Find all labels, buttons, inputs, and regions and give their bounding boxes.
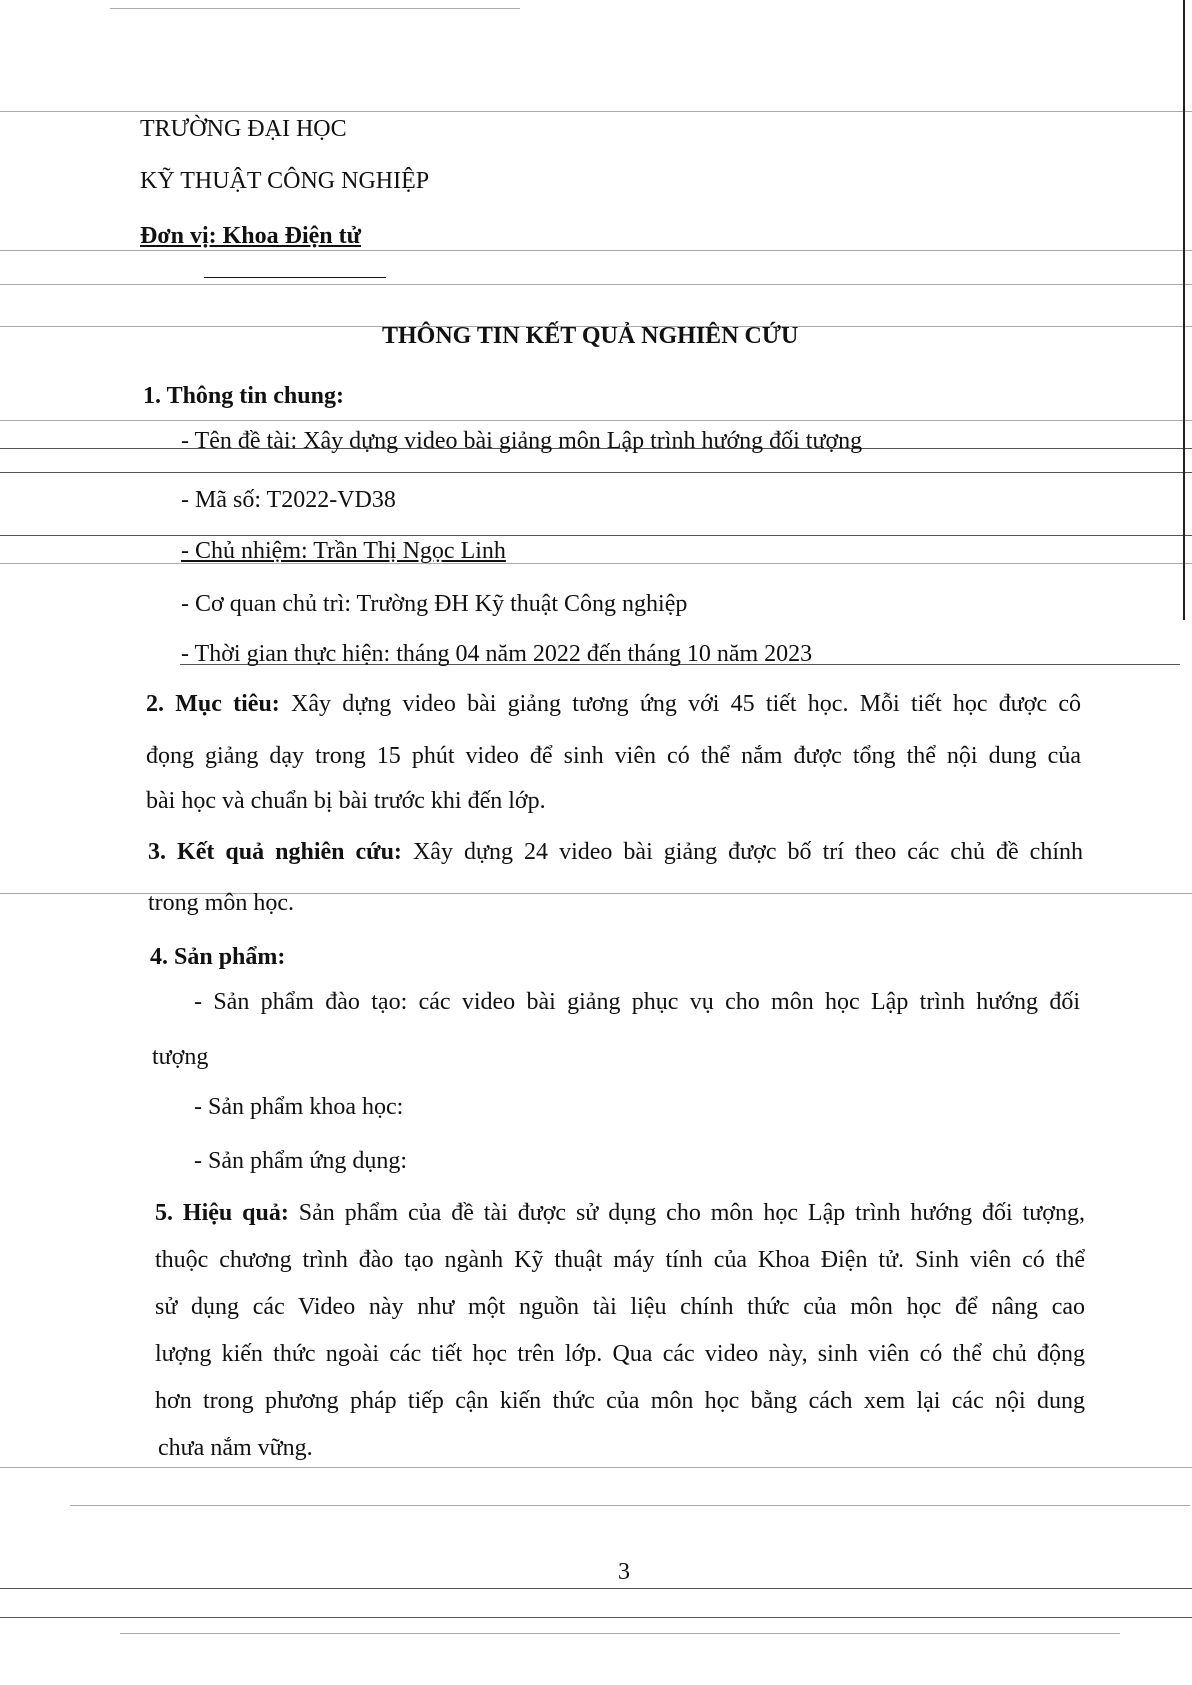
scan-line [0, 472, 1192, 473]
result-line [148, 838, 1083, 866]
effect-line: lượng kiến thức ngoài các tiết học trên lớp. Qua các video này, sinh viên có thể chủ động [155, 1341, 1085, 1367]
scan-line [120, 1633, 1120, 1634]
info-item-host: - Cơ quan chủ trì: Trường ĐH Kỹ thuật Công nghiệp [181, 591, 688, 617]
paragraph-text: Xây dựng video bài giảng tương ứng với 45 tiết học. Mỗi tiết học được cô [279, 691, 1081, 717]
scan-line [0, 535, 1192, 536]
paragraph-text: Xây dựng 24 video bài giảng được bố trí theo các chủ đề chính [401, 839, 1083, 865]
school-name-line2: KỸ THUẬT CÔNG NGHIỆP [140, 168, 430, 194]
scan-line [0, 1588, 1192, 1589]
scan-line [0, 1467, 1192, 1468]
effect-line: thuộc chương trình đào tạo ngành Kỹ thuật máy tính của Khoa Điện tử. Sinh viên có thể [155, 1247, 1085, 1273]
scan-line [0, 250, 1192, 251]
section-heading: 5. Hiệu quả: [155, 1200, 289, 1226]
goal-line: bài học và chuẩn bị bài trước khi đến lớp. [146, 788, 546, 814]
section-heading: 1. Thông tin chung: [143, 383, 344, 409]
section-heading: 4. Sản phẩm: [150, 944, 286, 970]
info-item-topic: - Tên đề tài: Xây dựng video bài giảng môn Lập trình hướng đối tượng [181, 428, 863, 454]
result-line: trong môn học. [148, 890, 294, 916]
product-line: - Sản phẩm ứng dụng: [194, 1148, 407, 1174]
goal-line [146, 690, 1081, 718]
scan-line [0, 563, 1192, 564]
effect-line: chưa nắm vững. [158, 1435, 313, 1461]
paragraph-text: Sản phẩm của đề tài được sử dụng cho môn học Lập trình hướng đối tượng, [288, 1200, 1085, 1226]
scan-line [0, 1617, 1192, 1618]
info-item-lead: - Chủ nhiệm: Trần Thị Ngọc Linh [181, 538, 506, 564]
info-item-period: - Thời gian thực hiện: tháng 04 năm 2022 đến tháng 10 năm 2023 [181, 641, 813, 667]
page-edge [1183, 0, 1185, 620]
scan-line [0, 111, 1192, 112]
scan-line [70, 1505, 1190, 1506]
scan-line [110, 8, 520, 9]
effect-line: hơn trong phương pháp tiếp cận kiến thức của môn học bằng cách xem lại các nội dung [155, 1388, 1085, 1414]
product-line: - Sản phẩm khoa học: [194, 1094, 404, 1120]
goal-line: đọng giảng dạy trong 15 phút video để sinh viên có thể nắm được tổng thể nội dung của [146, 743, 1081, 769]
product-line: - Sản phẩm đào tạo: các video bài giảng phục vụ cho môn học Lập trình hướng đối [194, 989, 1080, 1015]
info-item-code: - Mã số: T2022-VD38 [181, 487, 396, 513]
page-number: 3 [618, 1559, 630, 1585]
effect-line [155, 1199, 1085, 1227]
effect-line: sử dụng các Video này như một nguồn tài liệu chính thức của môn học để nâng cao [155, 1294, 1085, 1320]
unit-label: Đơn vị: Khoa Điện tử [140, 223, 362, 249]
section-heading: 2. Mục tiêu: [146, 691, 280, 717]
document-title: THÔNG TIN KẾT QUẢ NGHIÊN CỨU [382, 323, 799, 349]
product-line: tượng [152, 1044, 209, 1070]
header-divider [204, 277, 386, 278]
section-heading: 3. Kết quả nghiên cứu: [148, 839, 402, 865]
school-name-line1: TRƯỜNG ĐẠI HỌC [140, 116, 347, 142]
scan-line [0, 420, 1192, 421]
scan-line [0, 284, 1192, 285]
